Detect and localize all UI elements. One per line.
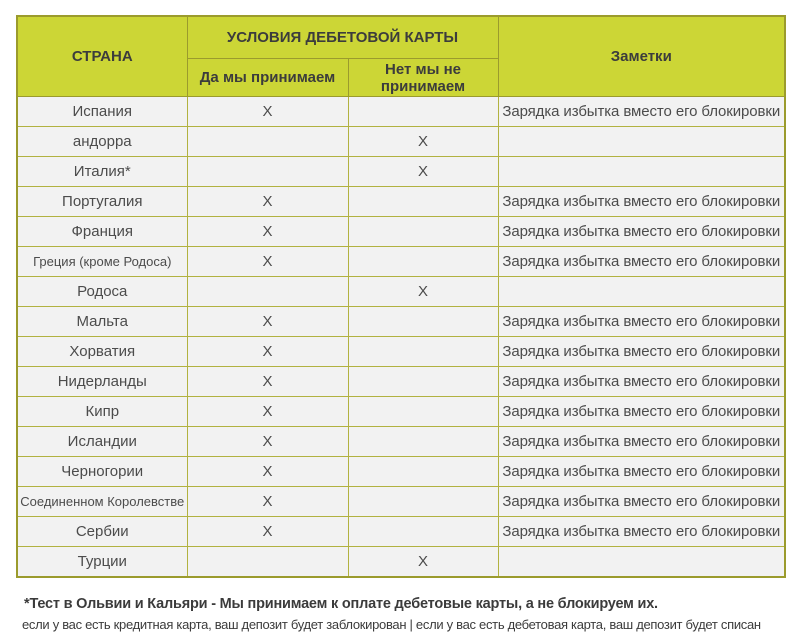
header-country: СТРАНА [17,16,187,97]
accept-yes-cell: X [187,337,348,367]
note-cell: Зарядка избытка вместо его блокировки [498,247,785,277]
table-row [17,277,785,307]
note-cell: Зарядка избытка вместо его блокировки [498,367,785,397]
table-row [17,397,785,427]
accept-yes-cell: X [187,457,348,487]
footnotes [24,594,794,636]
table-row [17,247,785,277]
table-row [17,127,785,157]
country-cell: Нидерланды [17,367,187,397]
accept-yes-cell [187,157,348,187]
table-row [17,547,785,578]
accept-yes-cell [187,277,348,307]
note-cell: Зарядка избытка вместо его блокировки [498,337,785,367]
debit-card-conditions-table [16,15,786,578]
country-cell: Исландии [17,427,187,457]
country-cell: Италия* [17,157,187,187]
accept-yes-cell: X [187,217,348,247]
note-cell: Зарядка избытка вместо его блокировки [498,487,785,517]
accept-yes-cell: X [187,487,348,517]
accept-no-cell: X [348,547,498,578]
accept-yes-cell: X [187,307,348,337]
table-row [17,217,785,247]
accept-yes-cell: X [187,427,348,457]
note-cell: Зарядка избытка вместо его блокировки [498,427,785,457]
accept-no-cell [348,247,498,277]
table-row [17,457,785,487]
accept-no-cell [348,337,498,367]
accept-no-cell: X [348,127,498,157]
table-row [17,367,785,397]
country-cell: Черногории [17,457,187,487]
accept-yes-cell [187,127,348,157]
accept-no-cell [348,217,498,247]
note-cell [498,547,785,578]
table-row [17,157,785,187]
accept-no-cell [348,97,498,127]
table-row [17,97,785,127]
country-cell: Соединенном Королевстве [17,487,187,517]
header-notes: Заметки [498,16,785,97]
note-cell: Зарядка избытка вместо его блокировки [498,187,785,217]
accept-yes-cell [187,547,348,578]
header-conditions-group: УСЛОВИЯ ДЕБЕТОВОЙ КАРТЫ [187,16,498,59]
country-cell: андорра [17,127,187,157]
accept-no-cell [348,487,498,517]
accept-yes-cell: X [187,397,348,427]
country-cell: Мальта [17,307,187,337]
note-cell: Зарядка избытка вместо его блокировки [498,397,785,427]
country-cell: Хорватия [17,337,187,367]
note-cell: Зарядка избытка вместо его блокировки [498,307,785,337]
accept-yes-cell: X [187,517,348,547]
accept-yes-cell: X [187,187,348,217]
accept-no-cell: X [348,277,498,307]
country-cell: Родоса [17,277,187,307]
table-row [17,517,785,547]
note-cell: Зарядка избытка вместо его блокировки [498,97,785,127]
accept-no-cell [348,187,498,217]
country-cell: Сербии [17,517,187,547]
footnote-line-2: если у вас есть кредитная карта, ваш депозит будет заблокирован | если у вас есть дебетовая карта, ваш депозит будет списан [22,617,761,632]
country-cell: Франция [17,217,187,247]
accept-no-cell [348,457,498,487]
table-row [17,337,785,367]
accept-no-cell [348,427,498,457]
country-cell: Турции [17,547,187,578]
table-header [17,16,785,97]
note-cell [498,157,785,187]
table-row [17,187,785,217]
accept-no-cell [348,367,498,397]
country-cell: Кипр [17,397,187,427]
accept-no-cell: X [348,157,498,187]
note-cell: Зарядка избытка вместо его блокировки [498,217,785,247]
accept-no-cell [348,307,498,337]
note-cell: Зарядка избытка вместо его блокировки [498,457,785,487]
country-cell: Греция (кроме Родоса) [17,247,187,277]
footnote-line-1: *Тест в Ольвии и Кальяри - Мы принимаем к оплате дебетовые карты, а не блокируем их. [24,596,658,612]
accept-yes-cell: X [187,247,348,277]
table-body [17,97,785,578]
note-cell [498,277,785,307]
header-accept-yes: Да мы принимаем [187,59,348,97]
accept-yes-cell: X [187,367,348,397]
note-cell: Зарядка избытка вместо его блокировки [498,517,785,547]
country-cell: Португалия [17,187,187,217]
note-cell [498,127,785,157]
accept-yes-cell: X [187,97,348,127]
table-row [17,487,785,517]
header-accept-no: Нет мы не принимаем [348,59,498,97]
country-cell: Испания [17,97,187,127]
table-row [17,427,785,457]
table-row [17,307,785,337]
accept-no-cell [348,517,498,547]
accept-no-cell [348,397,498,427]
